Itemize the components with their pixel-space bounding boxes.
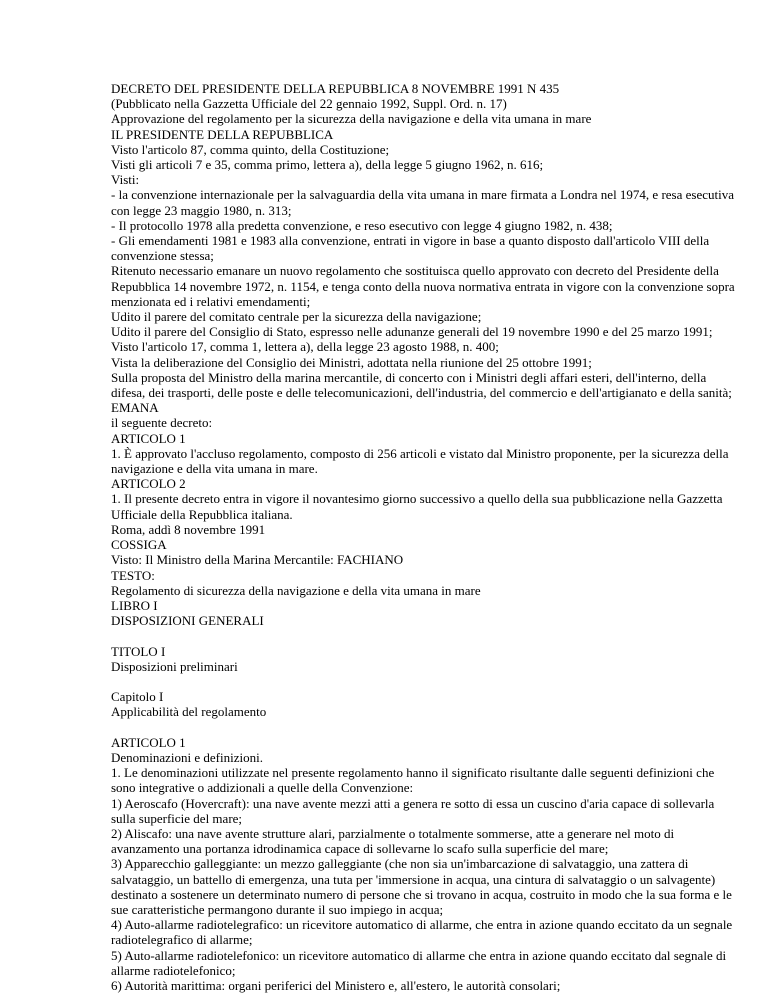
- text-line: Udito il parere del comitato centrale per la sicurezza della navigazione;: [111, 309, 482, 325]
- place-date: Roma, addì 8 novembre 1991: [111, 521, 266, 537]
- definition-item: 2) Aliscafo: una nave avente strutture alari, parzialmente o totalmente sommerse, atte a generare nel moto di avanzamento una portanza idrodinamica capace di sollevarne lo scafo sulla superficie del mare;: [111, 825, 675, 857]
- text-line: Visto l'articolo 87, comma quinto, della Costituzione;: [111, 141, 390, 157]
- emana-heading: EMANA: [111, 400, 159, 416]
- definition-item: 1. Le denominazioni utilizzate nel presente regolamento hanno il significato risultante dalle seguenti definizioni che sono integrative o addizionali a quelle della Convenzione:: [111, 765, 715, 796]
- definition-item: 5) Auto-allarme radiotelefonico: un ricevitore automatico di allarme che entra in azione quando eccitato dal segnale di allarme radiotelefonico;: [111, 947, 727, 978]
- capitolo-section: [111, 689, 741, 719]
- definition-item: 6) Autorità marittima: organi periferici del Ministero e, all'estero, le autorità consolari;: [111, 977, 561, 993]
- titolo-heading: TITOLO I: [111, 643, 166, 659]
- text-line: Ritenuto necessario emanare un nuovo regolamento che sostituisca quello approvato con decreto del Presidente della Repubblica 14 novembre 1972, n. 1154, e tenga conto della nuova normativa entrata in vigore con la convenzione sopra menzionata ed i relativi emendamenti;: [111, 263, 735, 309]
- decree-subject: Approvazione del regolamento per la sicurezza della navigazione e della vita umana in mare: [111, 111, 592, 127]
- article-heading: ARTICOLO 2: [111, 476, 186, 492]
- capitolo-subtitle: Applicabilità del regolamento: [111, 704, 267, 720]
- signature-name: COSSIGA: [111, 537, 167, 553]
- text-line: - Il protocollo 1978 alla predetta convenzione, e reso esecutivo con legge 4 giugno 1982, n. 438;: [111, 217, 613, 233]
- article-heading: ARTICOLO 1: [111, 734, 186, 750]
- definition-item: 4) Auto-allarme radiotelegrafico: un ricevitore automatico di allarme, che entra in azione quando eccitato da un segnale radiotelegrafico di allarme;: [111, 917, 733, 948]
- capitolo-heading: Capitolo I: [111, 689, 164, 705]
- spacer: [111, 674, 741, 689]
- text-line: - la convenzione internazionale per la salvaguardia della vita umana in mare firmata a Londra nel 1974, e resa esecutiva con legge 23 maggio 1980, n. 313;: [111, 187, 734, 218]
- decree-preamble: [111, 81, 741, 628]
- issuer-heading: IL PRESIDENTE DELLA REPUBBLICA: [111, 126, 334, 142]
- article-title: Denominazioni e definizioni.: [111, 749, 263, 765]
- book-subtitle: DISPOSIZIONI GENERALI: [111, 613, 264, 629]
- text-line: Visto l'articolo 17, comma 1, lettera a), della legge 23 agosto 1988, n. 400;: [111, 339, 499, 355]
- titolo-subtitle: Disposizioni preliminari: [111, 658, 238, 674]
- article-heading: ARTICOLO 1: [111, 430, 186, 446]
- spacer: [111, 720, 741, 735]
- article-section: [111, 735, 741, 993]
- text-label: TESTO:: [111, 567, 155, 583]
- text-line: Vista la deliberazione del Consiglio dei Ministri, adottata nella riunione del 25 ottobre 1991;: [111, 354, 592, 370]
- text-line: 1. È approvato l'accluso regolamento, composto di 256 articoli e vistato dal Ministro proponente, per la sicurezza della navigazione e della vita umana in mare.: [111, 445, 729, 477]
- document-page: [111, 81, 741, 993]
- text-line: - Gli emendamenti 1981 e 1983 alla convenzione, entrati in vigore in base a quanto disposto dall'articolo VIII della convenzione stessa;: [111, 233, 710, 264]
- text-line: 1. Il presente decreto entra in vigore il novantesimo giorno successivo a quello della sua pubblicazione nella Gazzetta Ufficiale della Repubblica italiana.: [111, 491, 723, 522]
- regulation-title: Regolamento di sicurezza della navigazione e della vita umana in mare: [111, 582, 481, 598]
- text-line: Sulla proposta del Ministro della marina mercantile, di concerto con i Ministri degli affari esteri, dell'interno, della difesa, dei trasporti, delle poste e delle telecomunicazioni, dell'industria, del commercio e dell'artigianato e della sanità;: [111, 369, 732, 401]
- definition-item: 3) Apparecchio galleggiante: un mezzo galleggiante (che non sia un'imbarcazione di salvataggio, una zattera di salvataggio, un battello di emergenza, una tuta per 'immersione in acqua, una cintura di salvataggio o un salvagente) destinato a sostenere un determinato numero di persone che si trovano in acqua, costruito in modo che la sua forma e le sue caratteristiche permangono durante il suo impiego in acqua;: [111, 856, 732, 917]
- text-line: il seguente decreto:: [111, 415, 213, 431]
- text-line: Visti:: [111, 172, 140, 188]
- titolo-section: [111, 644, 741, 674]
- text-line: Visti gli articoli 7 e 35, comma primo, lettera a), della legge 5 giugno 1962, n. 616;: [111, 157, 544, 173]
- definition-item: 1) Aeroscafo (Hovercraft): una nave avente mezzi atti a genera re sotto di essa un cuscino d'aria capace di sollevarla sulla superficie del mare;: [111, 795, 715, 826]
- decree-title: DECRETO DEL PRESIDENTE DELLA REPUBBLICA 8 NOVEMBRE 1991 N 435: [111, 81, 560, 96]
- publication-note: (Pubblicato nella Gazzetta Ufficiale del 22 gennaio 1992, Suppl. Ord. n. 17): [111, 96, 507, 112]
- minister-visto: Visto: Il Ministro della Marina Mercantile: FACHIANO: [111, 552, 404, 568]
- spacer: [111, 628, 741, 643]
- text-line: Udito il parere del Consiglio di Stato, espresso nelle adunanze generali del 19 novembre 1990 e del 25 marzo 1991;: [111, 324, 713, 340]
- book-heading: LIBRO I: [111, 597, 158, 613]
